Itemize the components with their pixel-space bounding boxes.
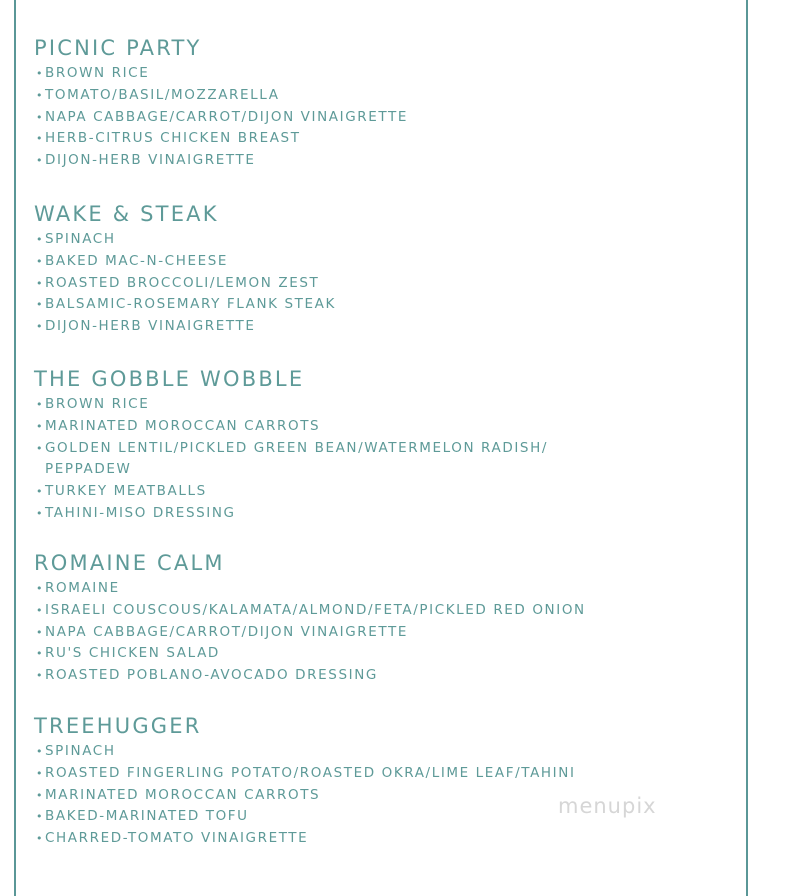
bullet-icon: • [36,398,45,411]
list-item: • DIJON-HERB VINAIGRETTE [34,316,336,338]
bullet-icon: • [36,110,45,124]
bullet-icon: • [36,88,45,102]
list-item: • SPINACH [34,741,576,763]
item-list [34,578,586,687]
section-title: PICNIC PARTY [34,36,202,60]
list-item: • TOMATO/BASIL/MOZZARELLA [34,85,408,107]
bullet-icon: • [36,233,45,246]
list-item: • CHARRED-TOMATO VINAIGRETTE [34,828,576,850]
bullet-icon: • [36,582,45,595]
bullet-icon: • [36,810,45,824]
item-list [34,229,336,338]
list-item: • HERB-CITRUS CHICKEN BREAST [34,128,408,150]
section-title: WAKE & STEAK [34,202,219,226]
list-item: • DIJON-HERB VINAIGRETTE [34,150,408,172]
bullet-icon: • [36,254,45,268]
list-item: • RU'S CHICKEN SALAD [34,643,586,665]
list-item: • TAHINI-MISO DRESSING [34,503,548,525]
bullet-icon: • [36,441,45,455]
list-item: • TURKEY MEATBALLS [34,481,548,503]
bullet-icon: • [36,788,45,802]
watermark: menupix [558,794,657,818]
list-item: • BALSAMIC-ROSEMARY FLANK STEAK [34,294,336,316]
item-list [34,63,408,172]
bullet-icon: • [36,67,45,80]
bullet-icon: • [36,625,45,639]
menu-section-the-gobble-wobble [34,366,548,525]
list-item: • MARINATED MOROCCAN CARROTS [34,416,548,438]
bullet-icon: • [36,506,45,520]
list-item: • ISRAELI COUSCOUS/KALAMATA/ALMOND/FETA/PICKLED RED ONION [34,600,586,622]
menu-section-treehugger [34,713,576,850]
bullet-icon: • [36,154,45,168]
list-item: • MARINATED MOROCCAN CARROTS [34,785,576,807]
bullet-icon: • [36,298,45,312]
list-item: • ROASTED POBLANO-AVOCADO DRESSING [34,665,586,687]
list-item: • BROWN RICE [34,394,548,416]
bullet-icon: • [36,485,45,499]
bullet-icon: • [36,320,45,334]
list-item: • ROMAINE [34,578,586,600]
list-item: • NAPA CABBAGE/CARROT/DIJON VINAIGRETTE [34,622,586,644]
bullet-icon: • [36,766,45,780]
list-item: • NAPA CABBAGE/CARROT/DIJON VINAIGRETTE [34,107,408,129]
list-item: • BAKED-MARINATED TOFU [34,806,576,828]
list-item: • ROASTED FINGERLING POTATO/ROASTED OKRA/LIME LEAF/TAHINI [34,763,576,785]
bullet-icon: • [36,132,45,146]
list-item: • BROWN RICE [34,63,408,85]
bullet-icon: • [36,832,45,846]
menu-section-picnic-party [34,35,408,172]
bullet-icon: • [36,419,45,433]
section-title: ROMAINE CALM [34,551,225,575]
bullet-icon: • [36,669,45,683]
menu-section-wake-and-steak [34,201,336,338]
bullet-icon: • [36,603,45,617]
menu-section-romaine-calm [34,550,586,687]
bullet-icon: • [36,647,45,661]
item-list [34,741,576,850]
list-item: • BAKED MAC-N-CHEESE [34,251,336,273]
section-title: THE GOBBLE WOBBLE [34,367,305,391]
item-list [34,394,548,525]
bullet-icon: • [36,745,45,758]
list-item: • GOLDEN LENTIL/PICKLED GREEN BEAN/WATERMELON RADISH/ PEPPADEW [36,439,548,478]
section-title: TREEHUGGER [34,714,202,738]
bullet-icon: • [36,276,45,290]
list-item: • ROASTED BROCCOLI/LEMON ZEST [34,273,336,295]
list-item: • SPINACH [34,229,336,251]
